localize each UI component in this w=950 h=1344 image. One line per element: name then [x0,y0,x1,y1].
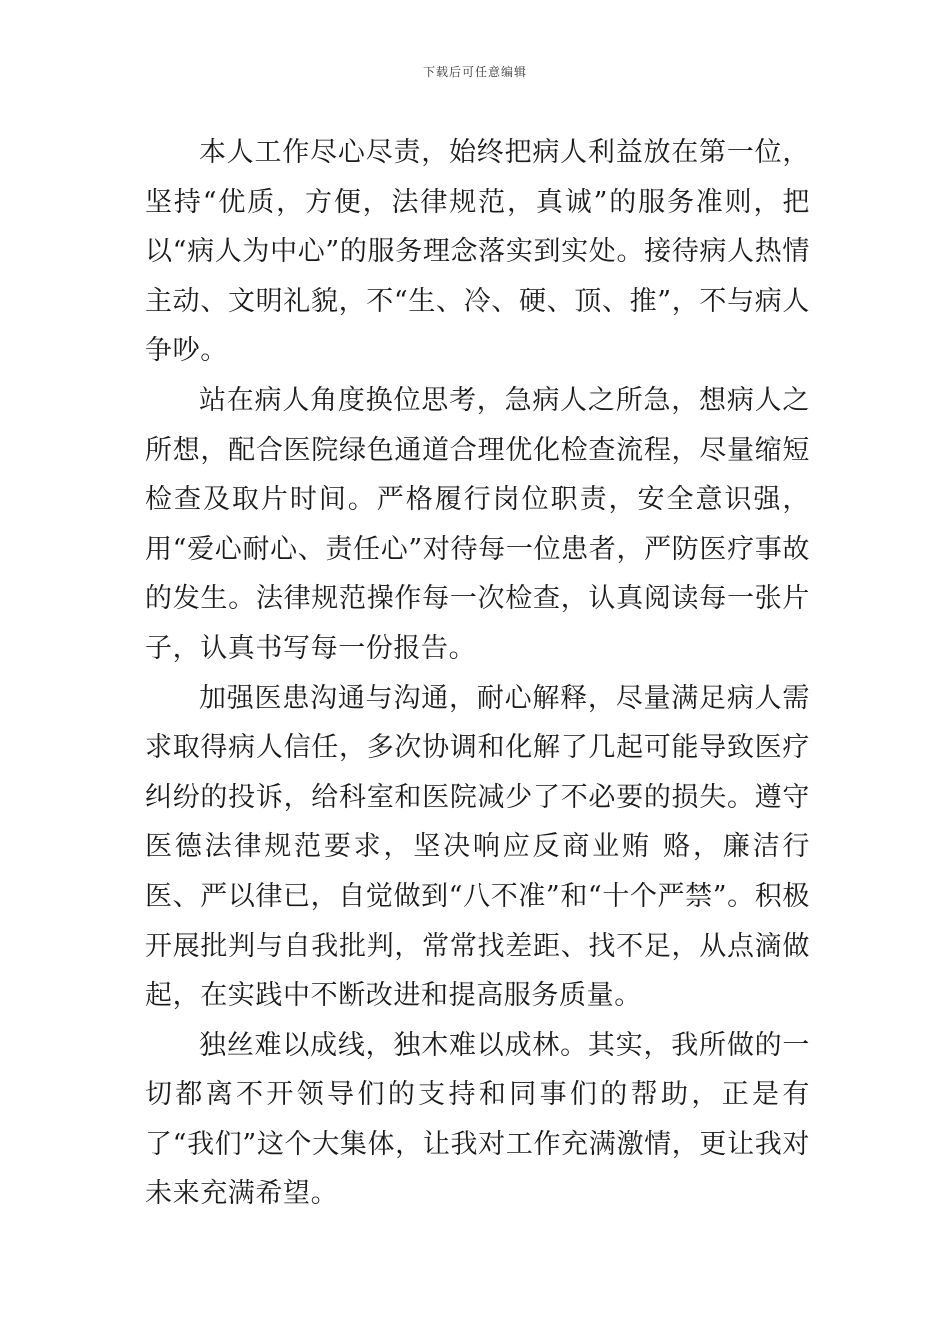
paragraph-4: 独丝难以成线，独木难以成林。其实，我所做的一切都离不开领导们的支持和同事们的帮助，正是有了“我们”这个大集体，让我对工作充满激情，更让我对未来充满希望。 [145,1029,810,1210]
document-body [145,128,810,1219]
paragraph-2: 站在病人角度换位思考，急病人之所急，想病人之所想，配合医院绿色通道合理优化检查流程，尽量缩短检查及取片时间。严格履行岗位职责，安全意识强，用“爱心耐心、责任心”对待每一位患者，严防医疗事故的发生。法律规范操作每一次检查，认真阅读每一张片子，认真书写每一份报告。 [145,384,810,664]
paragraph-3: 加强医患沟通与沟通，耐心解释，尽量满足病人需求取得病人信任，多次协调和化解了几起可能导致医疗纠纷的投诉，给科室和医院减少了不必要的损失。遵守医德法律规范要求，坚决响应反商业贿 赂，廉洁行医、严以律已，自觉做到“八不准”和“十个严禁”。积极开展批判与自我批判，常常找差距、找不足，从点滴做起，在实践中不断改进和提高服务质量。 [145,682,810,1012]
paragraph-1: 本人工作尽心尽责，始终把病人利益放在第一位，坚持“优质，方便，法律规范，真诚”的服务准则，把以“病人为中心”的服务理念落实到实处。接待病人热情主动、文明礼貌，不“生、冷、硬、顶、推”，不与病人争吵。 [145,137,810,367]
page-header: 下载后可任意编辑 [422,65,527,79]
